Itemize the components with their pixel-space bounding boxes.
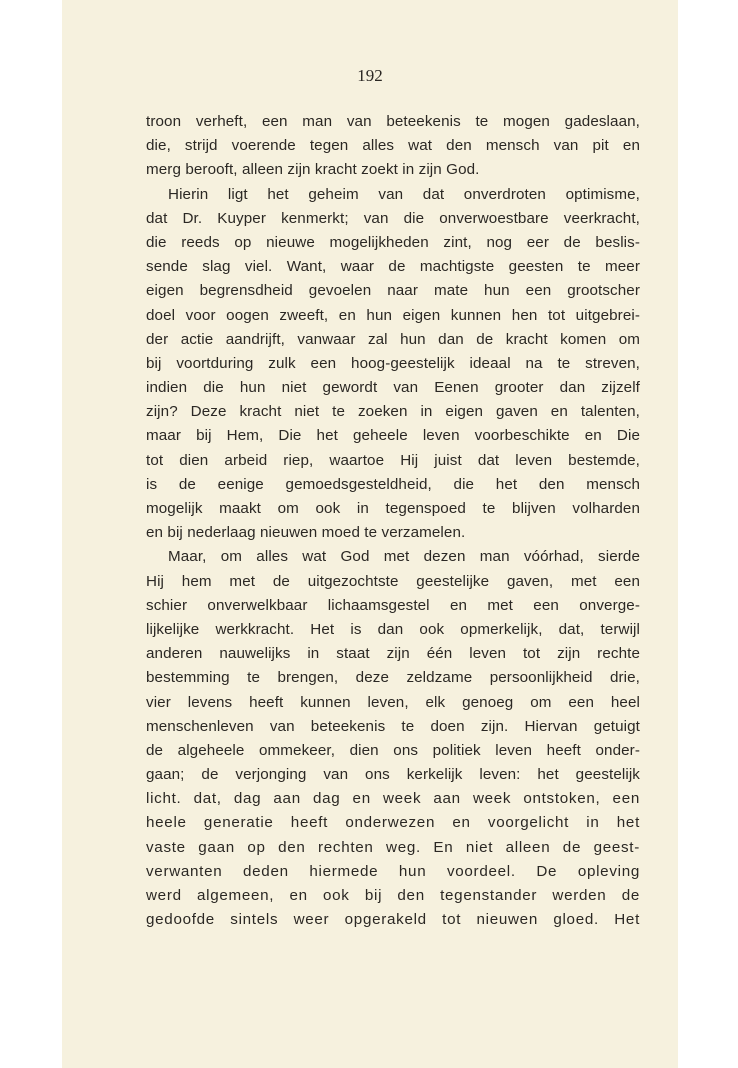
text-line: indien die hun niet gewordt van Eenen grooter dan zijzelf [146,379,640,397]
text-line: vier levens heeft kunnen leven, elk genoeg om een heel [146,693,640,711]
text-line: mogelijk maakt om ook in tegenspoed te blijven volharden [146,500,640,517]
text-line: zijn? Deze kracht niet te zoeken in eigen gaven en talenten, [146,403,640,421]
text-line: de algeheele ommekeer, dien ons politiek leven heeft onder- [146,741,640,759]
text-line: heele generatie heeft onderwezen en voorgelicht in het [146,814,640,832]
text-line: werd algemeen, en ook bij den tegenstander werden de [146,887,640,904]
text-line: bestemming te brengen, deze zeldzame persoonlijkheid drie, [146,669,640,687]
text-line: der actie aandrijft, vanwaar zal hun dan de kracht komen om [146,330,640,348]
text-line: Hierin ligt het geheim van dat onverdroten optimisme, [168,185,640,203]
text-line: en bij nederlaag nieuwen moed te verzamelen. [146,524,466,542]
text-line: tot dien arbeid riep, waartoe Hij juist dat leven bestemde, [146,451,640,469]
text-line: bij voortduring zulk een hoog-geestelijk ideaal na te streven, [146,354,640,372]
body-text [146,110,640,932]
text-line: sende slag viel. Want, waar de machtigste geesten te meer [146,258,640,276]
text-line: licht. dat, dag aan dag en week aan week ontstoken, een [146,790,640,808]
text-line: Maar, om alles wat God met dezen man vóórhad, sierde [168,548,640,566]
text-line: gaan; de verjonging van ons kerkelijk leven: het geestelijk [146,766,640,784]
text-line: eigen begrensdheid gevoelen naar mate hun een grootscher [146,282,640,300]
text-line: lijkelijke werkkracht. Het is dan ook opmerkelijk, dat, terwijl [146,620,640,638]
text-line: dat Dr. Kuyper kenmerkt; van die onverwoestbare veerkracht, [146,209,640,227]
text-line: troon verheft, een man van beteekenis te mogen gadeslaan, [146,113,640,130]
text-line: merg berooft, alleen zijn kracht zoekt in zijn God. [146,161,480,179]
text-line: doel voor oogen zweeft, en hun eigen kunnen hen tot uitgebrei- [146,306,640,324]
text-line: vaste gaan op den rechten weg. En niet alleen de geest- [146,838,640,856]
text-line: anderen nauwelijks in staat zijn één leven tot zijn rechte [146,645,640,663]
text-line: Hij hem met de uitgezochtste geestelijke gaven, met een [146,572,640,590]
page-number: 192 [357,66,383,85]
text-line: menschenleven van beteekenis te doen zijn. Hiervan getuigt [146,717,640,735]
text-line: verwanten deden hiermede hun voordeel. De opleving [146,862,640,880]
text-line: schier onverwelkbaar lichaamsgestel en met een onverge- [146,596,640,614]
text-line: gedoofde sintels weer opgerakeld tot nieuwen gloed. Het [146,911,640,929]
text-line: maar bij Hem, Die het geheele leven voorbeschikte en Die [146,427,640,445]
text-line: die, strijd voerende tegen alles wat den mensch van pit en [146,137,640,155]
text-line: is de eenige gemoedsgesteldheid, die het den mensch [146,475,640,493]
book-page [62,0,678,1068]
text-line: die reeds op nieuwe mogelijkheden zint, nog eer de beslis- [146,233,640,251]
